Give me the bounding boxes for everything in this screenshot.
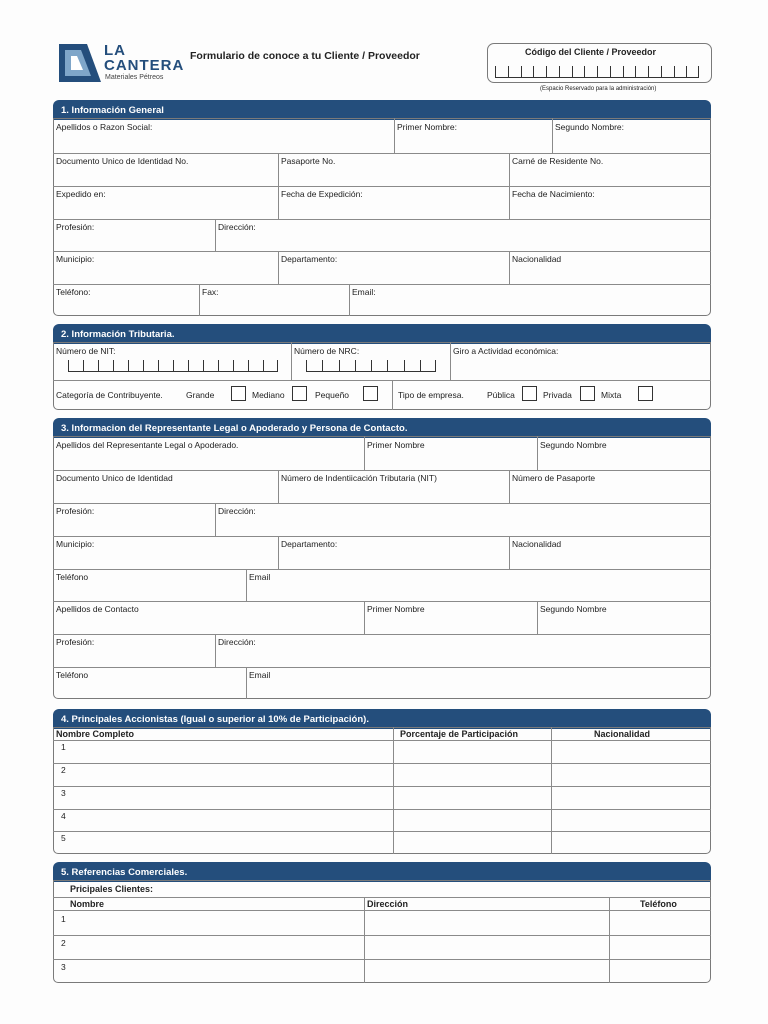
s1-expedido-label: Expedido en: — [56, 189, 106, 199]
s5-col-nombre: Nombre — [70, 899, 105, 909]
s2-categoria-label: Categoría de Contribuyente. — [56, 390, 163, 400]
s1-fecha-exp-label: Fecha de Expedición: — [281, 189, 363, 199]
table-row: 1 — [61, 914, 66, 924]
s2-mediano-label: Mediano — [252, 390, 285, 400]
s3-nit-label: Número de Indentiicación Tributaria (NIT) — [281, 473, 437, 483]
s2-pequeno-label: Pequeño — [315, 390, 350, 400]
s2-nit-label: Número de NIT: — [56, 346, 116, 356]
s3-segundo-nombre-label: Segundo Nombre — [540, 440, 607, 450]
table-row: 5 — [61, 833, 66, 843]
s3-profesion-label: Profesión: — [56, 506, 95, 516]
s1-fax-label: Fax: — [202, 287, 219, 297]
table-row: 3 — [61, 962, 66, 972]
nrc-field[interactable] — [306, 356, 436, 372]
s3-municipio-label: Municipio: — [56, 539, 95, 549]
s1-apellidos-label: Apellidos o Razon Social: — [56, 122, 153, 132]
s4-col-nacionalidad: Nacionalidad — [594, 729, 651, 739]
s2-privada-label: Privada — [543, 390, 572, 400]
s1-municipio-label: Municipio: — [56, 254, 95, 264]
section1-box — [53, 118, 711, 316]
s5-col-telefono: Teléfono — [640, 899, 677, 909]
mediano-checkbox[interactable] — [292, 386, 307, 401]
s1-fecha-nac-label: Fecha de Nacimiento: — [512, 189, 595, 199]
s2-publica-label: Pública — [487, 390, 515, 400]
pequeno-checkbox[interactable] — [363, 386, 378, 401]
grande-checkbox[interactable] — [231, 386, 246, 401]
mixta-checkbox[interactable] — [638, 386, 653, 401]
s1-departamento-label: Departamento: — [281, 254, 338, 264]
s3-direccion-c-label: Dirección: — [218, 637, 256, 647]
s3-telefono-label: Teléfono — [56, 572, 89, 582]
s3-primer-nombre-c-label: Primer Nombre — [367, 604, 425, 614]
s1-telefono-label: Teléfono: — [56, 287, 91, 297]
s2-mixta-label: Mixta — [601, 390, 622, 400]
section5-header: 5. Referencias Comerciales. — [53, 862, 711, 882]
client-code-title: Código del Cliente / Proveedor — [525, 47, 657, 57]
s1-documento-label: Documento Unico de Identidad No. — [56, 156, 189, 166]
s3-profesion-c-label: Profesión: — [56, 637, 95, 647]
s3-direccion-label: Dirección: — [218, 506, 256, 516]
brand-tagline: Materiales Pétreos — [105, 74, 164, 81]
s3-apellidos-rep-label: Apellidos del Representante Legal o Apoderado. — [56, 440, 239, 450]
table-row: 2 — [61, 765, 66, 775]
nit-field[interactable] — [68, 356, 278, 372]
s4-col-nombre: Nombre Completo — [56, 729, 135, 739]
s3-departamento-label: Departamento: — [281, 539, 338, 549]
section4-header: 4. Principales Accionistas (Igual o superior al 10% de Participación). — [53, 709, 711, 729]
s2-giro-label: Giro a Actividad económica: — [453, 346, 559, 356]
la-cantera-logo-icon — [57, 42, 103, 84]
s5-col-direccion: Dirección — [367, 899, 409, 909]
table-row: 3 — [61, 788, 66, 798]
table-row: 2 — [61, 938, 66, 948]
s2-grande-label: Grande — [186, 390, 215, 400]
s1-pasaporte-label: Pasaporte No. — [281, 156, 336, 166]
publica-checkbox[interactable] — [522, 386, 537, 401]
s3-nacionalidad-label: Nacionalidad — [512, 539, 562, 549]
section1-header: 1. Información General — [53, 100, 711, 120]
form-title: Formulario de conoce a tu Cliente / Proveedor — [190, 50, 420, 62]
client-code-field[interactable] — [495, 62, 699, 78]
s2-nrc-label: Número de NRC: — [294, 346, 360, 356]
section3-header: 3. Informacion del Representante Legal o Apoderado y Persona de Contacto. — [53, 418, 711, 438]
s3-segundo-nombre-c-label: Segundo Nombre — [540, 604, 607, 614]
brand-line1: LA — [104, 42, 126, 59]
s1-primer-nombre-label: Primer Nombre: — [397, 122, 457, 132]
shareholders-table — [53, 727, 711, 854]
table-row: 1 — [61, 742, 66, 752]
s1-email-label: Email: — [352, 287, 376, 297]
references-box — [53, 880, 711, 983]
s1-profesion-label: Profesión: — [56, 222, 95, 232]
brand-line2: CANTERA — [104, 57, 185, 74]
s1-carne-label: Carné de Residente No. — [512, 156, 604, 166]
s3-primer-nombre-label: Primer Nombre — [367, 440, 425, 450]
s2-tipo-label: Tipo de empresa. — [398, 390, 464, 400]
privada-checkbox[interactable] — [580, 386, 595, 401]
s1-segundo-nombre-label: Segundo Nombre: — [555, 122, 624, 132]
s3-telefono-c-label: Teléfono — [56, 670, 89, 680]
s3-documento-label: Documento Unico de Identidad — [56, 473, 173, 483]
s1-nacionalidad-label: Nacionalidad — [512, 254, 562, 264]
s3-apellidos-contacto-label: Apellidos de Contacto — [56, 604, 139, 614]
table-row: 4 — [61, 811, 66, 821]
client-code-note: (Espacio Reservado para la administración) — [540, 86, 657, 92]
section2-header: 2. Información Tributaria. — [53, 324, 711, 344]
s3-email-label: Email — [249, 572, 271, 582]
s3-email-c-label: Email — [249, 670, 271, 680]
s1-direccion-label: Dirección: — [218, 222, 256, 232]
s5-subtitle: Pricipales Clientes: — [70, 884, 154, 894]
s4-col-porcentaje: Porcentaje de Participación — [400, 729, 519, 739]
s3-pasaporte-label: Número de Pasaporte — [512, 473, 596, 483]
